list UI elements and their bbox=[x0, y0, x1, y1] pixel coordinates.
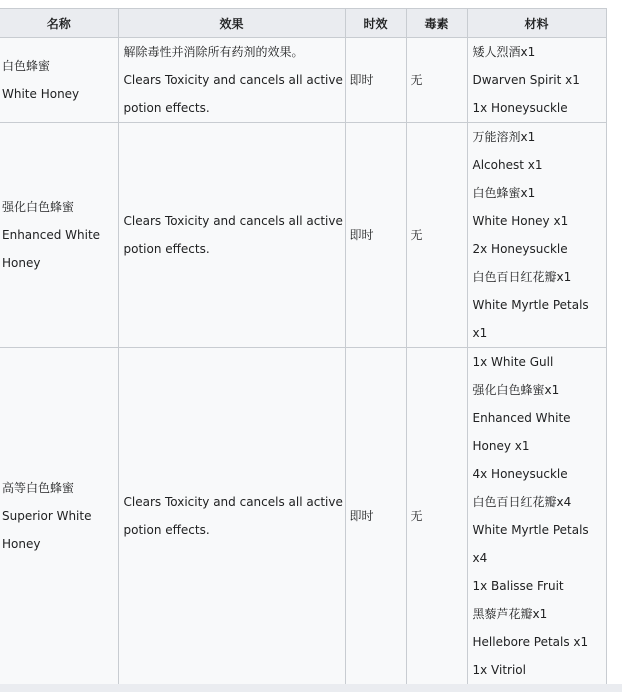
effect-cell bbox=[118, 348, 345, 685]
potion-name-en-cont: Honey bbox=[2, 256, 41, 270]
potion-table bbox=[0, 8, 607, 685]
materials-cell bbox=[467, 38, 606, 123]
effect-text-en: Clears Toxicity and cancels all active bbox=[123, 495, 343, 509]
material-item: White Myrtle Petals bbox=[472, 298, 589, 312]
effect-text-zh: 解除毒性并消除所有药剂的效果。 bbox=[123, 45, 304, 59]
table-row bbox=[0, 123, 606, 348]
duration-cell: 即时 bbox=[345, 123, 406, 348]
header-toxicity[interactable]: 毒素 bbox=[406, 9, 467, 38]
material-item: 1x Balisse Fruit bbox=[472, 579, 564, 593]
material-item: 矮人烈酒x1 bbox=[472, 45, 536, 59]
duration-cell: 即时 bbox=[345, 348, 406, 685]
header-name[interactable]: 名称 bbox=[0, 9, 118, 38]
materials-cell bbox=[467, 348, 606, 685]
bottom-divider bbox=[0, 684, 622, 692]
header-duration[interactable]: 时效 bbox=[345, 9, 406, 38]
potion-name-zh: 强化白色蜂蜜 bbox=[2, 200, 75, 214]
effect-text-en: Clears Toxicity and cancels all active bbox=[123, 73, 343, 87]
material-item: 1x Honeysuckle bbox=[472, 101, 568, 115]
material-item: 白色蜂蜜x1 bbox=[472, 186, 536, 200]
material-item: 1x White Gull bbox=[472, 355, 554, 369]
material-item: White Honey x1 bbox=[472, 214, 569, 228]
effect-text-en: Clears Toxicity and cancels all active bbox=[123, 214, 343, 228]
material-item: 白色百日红花瓣x4 bbox=[472, 495, 572, 509]
material-item: White Myrtle Petals bbox=[472, 523, 589, 537]
toxicity-cell: 无 bbox=[406, 38, 467, 123]
material-item: Hellebore Petals x1 bbox=[472, 635, 589, 649]
potion-name-en-cont: Honey bbox=[2, 537, 41, 551]
potion-name-zh: 高等白色蜂蜜 bbox=[2, 481, 75, 495]
potion-table-container bbox=[0, 8, 606, 685]
potion-name-en: Superior White bbox=[2, 509, 92, 523]
material-item: x4 bbox=[472, 551, 488, 565]
effect-text-en-cont: potion effects. bbox=[123, 523, 210, 537]
potion-name-en: White Honey bbox=[2, 87, 80, 101]
material-item: 白色百日红花瓣x1 bbox=[472, 270, 572, 284]
toxicity-cell: 无 bbox=[406, 348, 467, 685]
potion-name-en: Enhanced White bbox=[2, 228, 101, 242]
material-item: Alcohest x1 bbox=[472, 158, 543, 172]
materials-cell bbox=[467, 123, 606, 348]
effect-text-en-cont: potion effects. bbox=[123, 242, 210, 256]
material-item: 4x Honeysuckle bbox=[472, 467, 568, 481]
duration-cell: 即时 bbox=[345, 38, 406, 123]
potion-name-zh: 白色蜂蜜 bbox=[2, 59, 51, 73]
table-header-row bbox=[0, 9, 606, 38]
table-row bbox=[0, 348, 606, 685]
material-item: x1 bbox=[472, 326, 488, 340]
effect-cell bbox=[118, 123, 345, 348]
toxicity-cell: 无 bbox=[406, 123, 467, 348]
effect-text-en-cont: potion effects. bbox=[123, 101, 210, 115]
header-effect[interactable]: 效果 bbox=[118, 9, 345, 38]
material-item: Enhanced White bbox=[472, 411, 571, 425]
potion-name-cell bbox=[0, 38, 118, 123]
potion-name-cell bbox=[0, 348, 118, 685]
potion-name-cell bbox=[0, 123, 118, 348]
material-item: 强化白色蜂蜜x1 bbox=[472, 383, 560, 397]
material-item: 2x Honeysuckle bbox=[472, 242, 568, 256]
header-materials[interactable]: 材料 bbox=[467, 9, 606, 38]
table-row bbox=[0, 38, 606, 123]
material-item: 黑藜芦花瓣x1 bbox=[472, 607, 548, 621]
effect-cell bbox=[118, 38, 345, 123]
material-item: 1x Vitriol bbox=[472, 663, 526, 677]
material-item: Dwarven Spirit x1 bbox=[472, 73, 580, 87]
material-item: 万能溶剂x1 bbox=[472, 130, 536, 144]
material-item: Honey x1 bbox=[472, 439, 530, 453]
